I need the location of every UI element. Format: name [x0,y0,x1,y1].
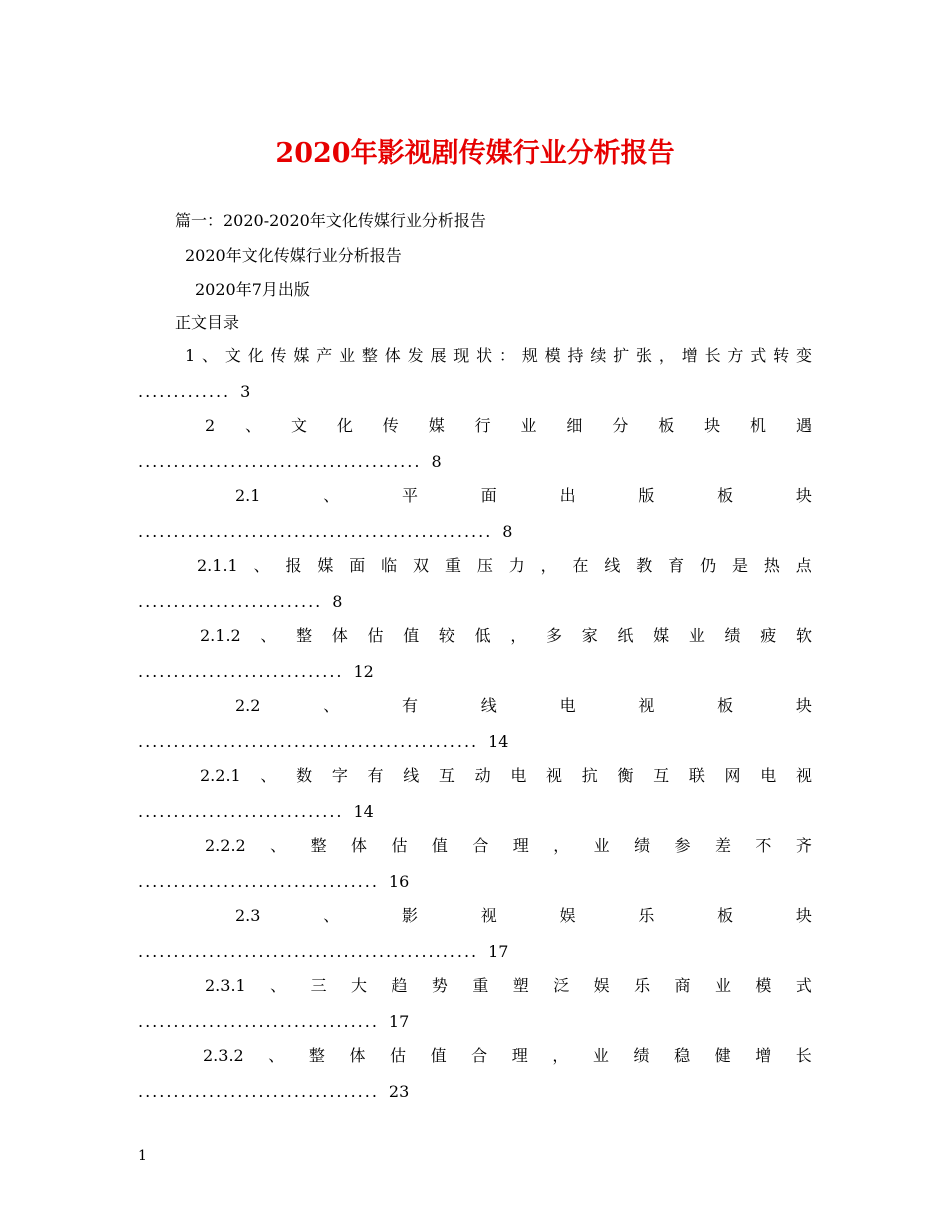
toc-entry-token: 热 [763,556,780,575]
toc-dot-leader: ........................................ [138,452,422,471]
toc-entry-leader [138,802,374,822]
toc-entry-token: 娱 [593,976,610,995]
toc-entry-token: 业 [339,346,356,365]
toc-entry-token: 2.3.1 [205,976,246,995]
toc-entry-token: 模 [755,976,772,995]
toc-entry-token: 2.3 [235,906,261,925]
toc-entry-token: 泛 [553,976,570,995]
toc-entry-token: 板 [717,906,734,925]
toc-entry-token: 、 [253,556,270,575]
toc-entry-token: 力 [508,556,525,575]
toc-entry-token: 低 [474,626,491,645]
toc-page-number: 14 [488,732,509,751]
toc-entry-leader [138,732,508,752]
toc-entry-leader [138,662,374,682]
toc-entry-token: 板 [717,696,734,715]
toc-entry-token: 临 [381,556,398,575]
toc-entry-token: 传 [382,416,399,435]
toc-page-number: 14 [353,802,374,821]
toc-heading: 正文目录 [175,313,240,332]
toc-entry-token: 增 [681,346,698,365]
toc-entry-token: 产 [316,346,333,365]
toc-entry-token: 趋 [391,976,408,995]
intro-line-2: 2020年文化传媒行业分析报告 [185,246,402,265]
intro-line-3: 2020年7月出版 [195,280,310,299]
toc-entry-token: 齐 [795,836,812,855]
toc-dot-leader: .................................. [138,1082,379,1101]
toc-entry-token: 参 [674,836,691,855]
toc-entry-token: 视 [480,906,497,925]
toc-entry-token: 电 [510,766,527,785]
toc-entry-leader [138,1082,409,1102]
toc-entry-token: 线 [480,696,497,715]
toc-dot-leader: ............. [138,382,231,401]
toc-entry-token: 面 [480,486,497,505]
toc-entry-token: 整 [310,836,327,855]
toc-entry-token: 1 [185,346,196,365]
toc-entry-token: 合 [471,1046,488,1065]
toc-entry-token: 整 [296,626,313,645]
toc-entry-token: 块 [795,906,812,925]
toc-entry-token: 、 [323,486,340,505]
toc-entry-token: 电 [559,696,576,715]
toc-entry-token: 联 [688,766,705,785]
toc-entry-token: 疲 [760,626,777,645]
toc-entry-token: 娱 [559,906,576,925]
toc-dot-leader: ............................. [138,802,344,821]
toc-page-number: 23 [388,1082,410,1101]
toc-entry-title[interactable] [205,976,812,996]
toc-page-number: 8 [502,522,513,541]
toc-entry-title[interactable] [205,836,812,856]
toc-entry-token: 、 [268,1046,285,1065]
toc-entry-token: 机 [750,416,767,435]
toc-entry-token: 2.1.1 [197,556,238,575]
toc-entry-token: 教 [636,556,653,575]
toc-entry-token: 势 [431,976,448,995]
document-title: 2020年影视剧传媒行业分析报告 [275,138,675,169]
toc-entry-token: 式 [750,346,767,365]
toc-entry-token: 有 [367,766,384,785]
toc-entry-token: 媒 [653,626,670,645]
toc-entry-token: 规 [521,346,538,365]
toc-entry-title[interactable] [235,906,812,926]
toc-entry-token: 稳 [674,1046,691,1065]
toc-entry-title[interactable] [235,696,812,716]
toc-entry-token: 线 [403,766,420,785]
toc-dot-leader: .................................. [138,1012,379,1031]
toc-entry-token: 块 [795,486,812,505]
toc-entry-token: 值 [430,1046,447,1065]
toc-entry-token: 板 [717,486,734,505]
toc-entry-token: 电 [760,766,777,785]
toc-entry-token: 动 [474,766,491,785]
toc-entry-token: 重 [472,976,489,995]
toc-entry-token: 影 [402,906,419,925]
toc-entry-token: 多 [546,626,563,645]
toc-entry-token: 增 [755,1046,772,1065]
toc-entry-token: 传 [270,346,287,365]
toc-entry-token: 长 [795,1046,812,1065]
toc-entry-token: ， [540,556,557,575]
toc-entry-token: 细 [566,416,583,435]
toc-dot-leader: ................................................ [138,732,479,751]
toc-entry-leader [138,872,409,892]
toc-entry-token: 媒 [428,416,445,435]
toc-entry-token: 2.2.1 [200,766,241,785]
toc-entry-token: 平 [402,486,419,505]
toc-entry-token: 长 [704,346,721,365]
toc-entry-leader [138,592,342,612]
toc-entry-token: 遇 [795,416,812,435]
toc-entry-token: 业 [593,836,610,855]
toc-entry-token: 视 [546,766,563,785]
toc-entry-token: 差 [714,836,731,855]
toc-entry-token: 文 [290,416,307,435]
toc-entry-token: 在 [572,556,589,575]
toc-entry-token: 视 [795,766,812,785]
toc-entry-token: 整 [308,1046,325,1065]
toc-entry-token: 乐 [638,906,655,925]
toc-entry-token: 理 [511,1046,528,1065]
toc-entry-token: 、 [260,766,277,785]
toc-entry-leader [138,942,508,962]
toc-entry-token: 理 [512,836,529,855]
toc-entry-token: 估 [367,626,384,645]
toc-entry-token: 、 [202,346,219,365]
toc-entry-token: 线 [604,556,621,575]
toc-entry-token: 值 [431,836,448,855]
toc-dot-leader: .................................................. [138,522,493,541]
toc-entry-token: 重 [444,556,461,575]
toc-entry-token: 仍 [700,556,717,575]
toc-entry-token: 体 [349,1046,366,1065]
toc-entry-token: 转 [773,346,790,365]
toc-entry-token: 2.2.2 [205,836,246,855]
toc-entry-token: 、 [260,626,277,645]
toc-page-number: 3 [240,382,251,401]
toc-entry-token: 绩 [634,836,651,855]
toc-entry-token: 体 [351,836,368,855]
toc-entry-token: 2.1 [235,486,261,505]
toc-entry-token: 块 [704,416,721,435]
toc-entry-token: 有 [402,696,419,715]
toc-entry-token: 2 [205,416,216,435]
toc-entry-token: 业 [688,626,705,645]
toc-page-number: 8 [332,592,343,611]
toc-entry-token: ， [552,1046,569,1065]
toc-entry-token: 出 [559,486,576,505]
toc-entry-token: 变 [795,346,812,365]
toc-entry-token: 媒 [317,556,334,575]
toc-entry-token: 健 [714,1046,731,1065]
toc-entry-token: 状 [476,346,493,365]
toc-entry-token: 式 [795,976,812,995]
toc-entry-token: 互 [653,766,670,785]
toc-entry-token: 商 [674,976,691,995]
toc-entry-token: 塑 [512,976,529,995]
toc-entry-token: 2.2 [235,696,261,715]
toc-page-number: 17 [488,942,509,961]
toc-entry-title[interactable] [197,556,812,576]
toc-entry-token: 是 [731,556,748,575]
toc-entry-leader [138,1012,409,1032]
toc-entry-token: 版 [638,486,655,505]
toc-dot-leader: .................................. [138,872,379,891]
toc-entry-token: 面 [349,556,366,575]
toc-page-number: 8 [431,452,442,471]
toc-entry-token: 、 [270,836,287,855]
toc-dot-leader: ............................. [138,662,344,681]
toc-entry-token: 点 [795,556,812,575]
toc-entry-title[interactable] [205,416,812,436]
toc-entry-token: 绩 [724,626,741,645]
toc-entry-token: 估 [391,836,408,855]
toc-entry-token: 业 [714,976,731,995]
toc-entry-token: 方 [727,346,744,365]
toc-entry-title[interactable] [203,1046,812,1066]
toc-entry-token: ， [658,346,675,365]
toc-entry-token: 2.3.2 [203,1046,244,1065]
toc-entry-token: 绩 [633,1046,650,1065]
toc-entry-token: 纸 [617,626,634,645]
toc-entry-token: 业 [592,1046,609,1065]
toc-entry-token: 2.1.2 [200,626,241,645]
toc-entry-token: 数 [296,766,313,785]
toc-entry-token: 字 [331,766,348,785]
toc-entry-token: 、 [323,906,340,925]
toc-entry-token: 网 [724,766,741,785]
toc-entry-token: 视 [638,696,655,715]
toc-entry-token: 体 [331,626,348,645]
toc-entry-token: 文 [224,346,241,365]
toc-entry-token: 软 [795,626,812,645]
toc-entry-token: 体 [384,346,401,365]
toc-entry-title[interactable] [200,766,812,786]
toc-entry-token: 、 [245,416,262,435]
toc-entry-token: 、 [323,696,340,715]
toc-entry-token: 媒 [293,346,310,365]
toc-entry-token: 板 [658,416,675,435]
toc-entry-token: 块 [795,696,812,715]
toc-entry-token: 不 [755,836,772,855]
toc-entry-token: ： [498,346,515,365]
toc-entry-token: 分 [612,416,629,435]
toc-entry-token: 整 [361,346,378,365]
toc-entry-leader [138,452,442,472]
toc-entry-token: 乐 [634,976,651,995]
toc-entry-token: 估 [390,1046,407,1065]
toc-entry-leader [138,522,512,542]
toc-entry-token: 合 [472,836,489,855]
toc-entry-token: 业 [520,416,537,435]
toc-entry-title[interactable] [185,346,812,366]
toc-entry-token: 抗 [581,766,598,785]
toc-entry-token: 育 [668,556,685,575]
toc-entry-token: 扩 [613,346,630,365]
toc-entry-token: 大 [351,976,368,995]
toc-page-number: 17 [388,1012,410,1031]
toc-entry-token: 模 [544,346,561,365]
toc-entry-token: 展 [430,346,447,365]
intro-line-1: 篇一：2020-2020年文化传媒行业分析报告 [175,211,486,230]
toc-entry-token: 发 [407,346,424,365]
toc-entry-token: 持 [567,346,584,365]
toc-entry-token: 三 [310,976,327,995]
page-number: 1 [138,1148,147,1164]
toc-entry-token: 、 [270,976,287,995]
toc-page-number: 16 [388,872,410,891]
toc-entry-token: 较 [438,626,455,645]
toc-entry-token: 张 [636,346,653,365]
toc-entry-token: 续 [590,346,607,365]
toc-entry-token: 报 [285,556,302,575]
toc-entry-token: 值 [403,626,420,645]
toc-entry-token: 化 [336,416,353,435]
toc-dot-leader: ................................................ [138,942,479,961]
toc-entry-leader [138,382,250,402]
toc-entry-token: 双 [413,556,430,575]
toc-entry-token: 互 [438,766,455,785]
toc-entry-token: 家 [581,626,598,645]
toc-entry-token: 压 [476,556,493,575]
toc-entry-token: 行 [474,416,491,435]
toc-entry-token: 现 [453,346,470,365]
toc-page-number: 12 [353,662,374,681]
toc-entry-token: 化 [247,346,264,365]
toc-dot-leader: .......................... [138,592,323,611]
toc-entry-token: ， [553,836,570,855]
toc-entry-token: ， [510,626,527,645]
toc-entry-token: 衡 [617,766,634,785]
toc-entry-title[interactable] [235,486,812,506]
toc-entry-title[interactable] [200,626,812,646]
